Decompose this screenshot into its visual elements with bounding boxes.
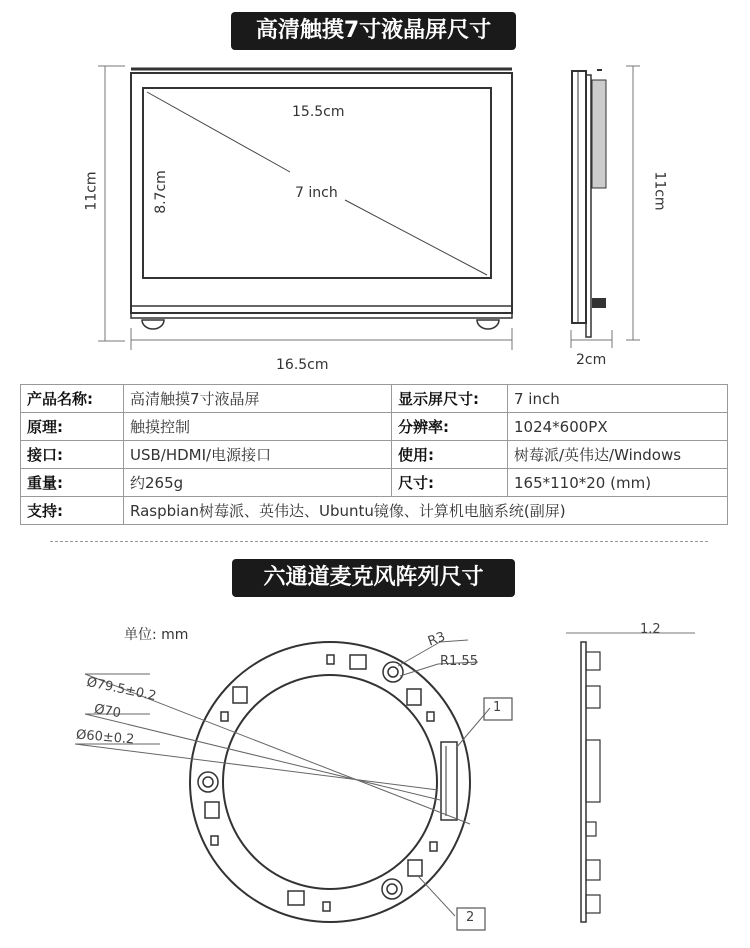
spec-value: Raspbian树莓派、英伟达、Ubuntu镜像、计算机电脑系统(副屏) [124, 497, 728, 525]
total-width-label: 16.5cm [276, 357, 329, 373]
unit-label: 单位: mm [124, 627, 189, 643]
callout-1: 1 [493, 700, 502, 715]
spec-key: 产品名称: [21, 385, 124, 413]
spec-value: 树莓派/英伟达/Windows [508, 441, 728, 469]
r155-label: R1.55 [440, 654, 478, 669]
spec-value: 1024*600PX [508, 413, 728, 441]
spec-key: 使用: [392, 441, 508, 469]
spec-value: 约265g [124, 469, 392, 497]
depth-label: 2cm [576, 352, 607, 368]
d70-label: Ø70 [92, 701, 122, 722]
ring-inner [223, 675, 437, 889]
spec-key: 支持: [21, 497, 124, 525]
d60-label: Ø60±0.2 [75, 727, 135, 748]
screen-width-label: 15.5cm [292, 104, 345, 120]
spec-value: USB/HDMI/电源接口 [124, 441, 392, 469]
spec-key: 原理: [21, 413, 124, 441]
spec-value: 7 inch [508, 385, 728, 413]
spec-key: 接口: [21, 441, 124, 469]
ring-outer [190, 642, 470, 922]
screen-dimensions-banner: 高清触摸7寸液晶屏尺寸 [231, 12, 516, 50]
spec-key: 重量: [21, 469, 124, 497]
mic-dimensions-banner: 六通道麦克风阵列尺寸 [232, 559, 515, 597]
spec-key: 尺寸: [392, 469, 508, 497]
spec-value: 高清触摸7寸液晶屏 [124, 385, 392, 413]
screen-height-label: 8.7cm [152, 170, 169, 214]
total-height-label: 11cm [83, 171, 100, 211]
spec-value: 触摸控制 [124, 413, 392, 441]
side-height-label: 11cm [651, 171, 668, 211]
diagonal-label: 7 inch [295, 185, 338, 201]
thickness-label: 1.2 [640, 622, 661, 637]
r3-label: R3 [425, 629, 448, 650]
callout-2: 2 [466, 910, 475, 925]
spec-key: 分辨率: [392, 413, 508, 441]
mic-side-profile [581, 642, 586, 922]
spec-value: 165*110*20 (mm) [508, 469, 728, 497]
d795-label: Ø79.5±0.2 [85, 674, 158, 705]
spec-key: 显示屏尺寸: [392, 385, 508, 413]
